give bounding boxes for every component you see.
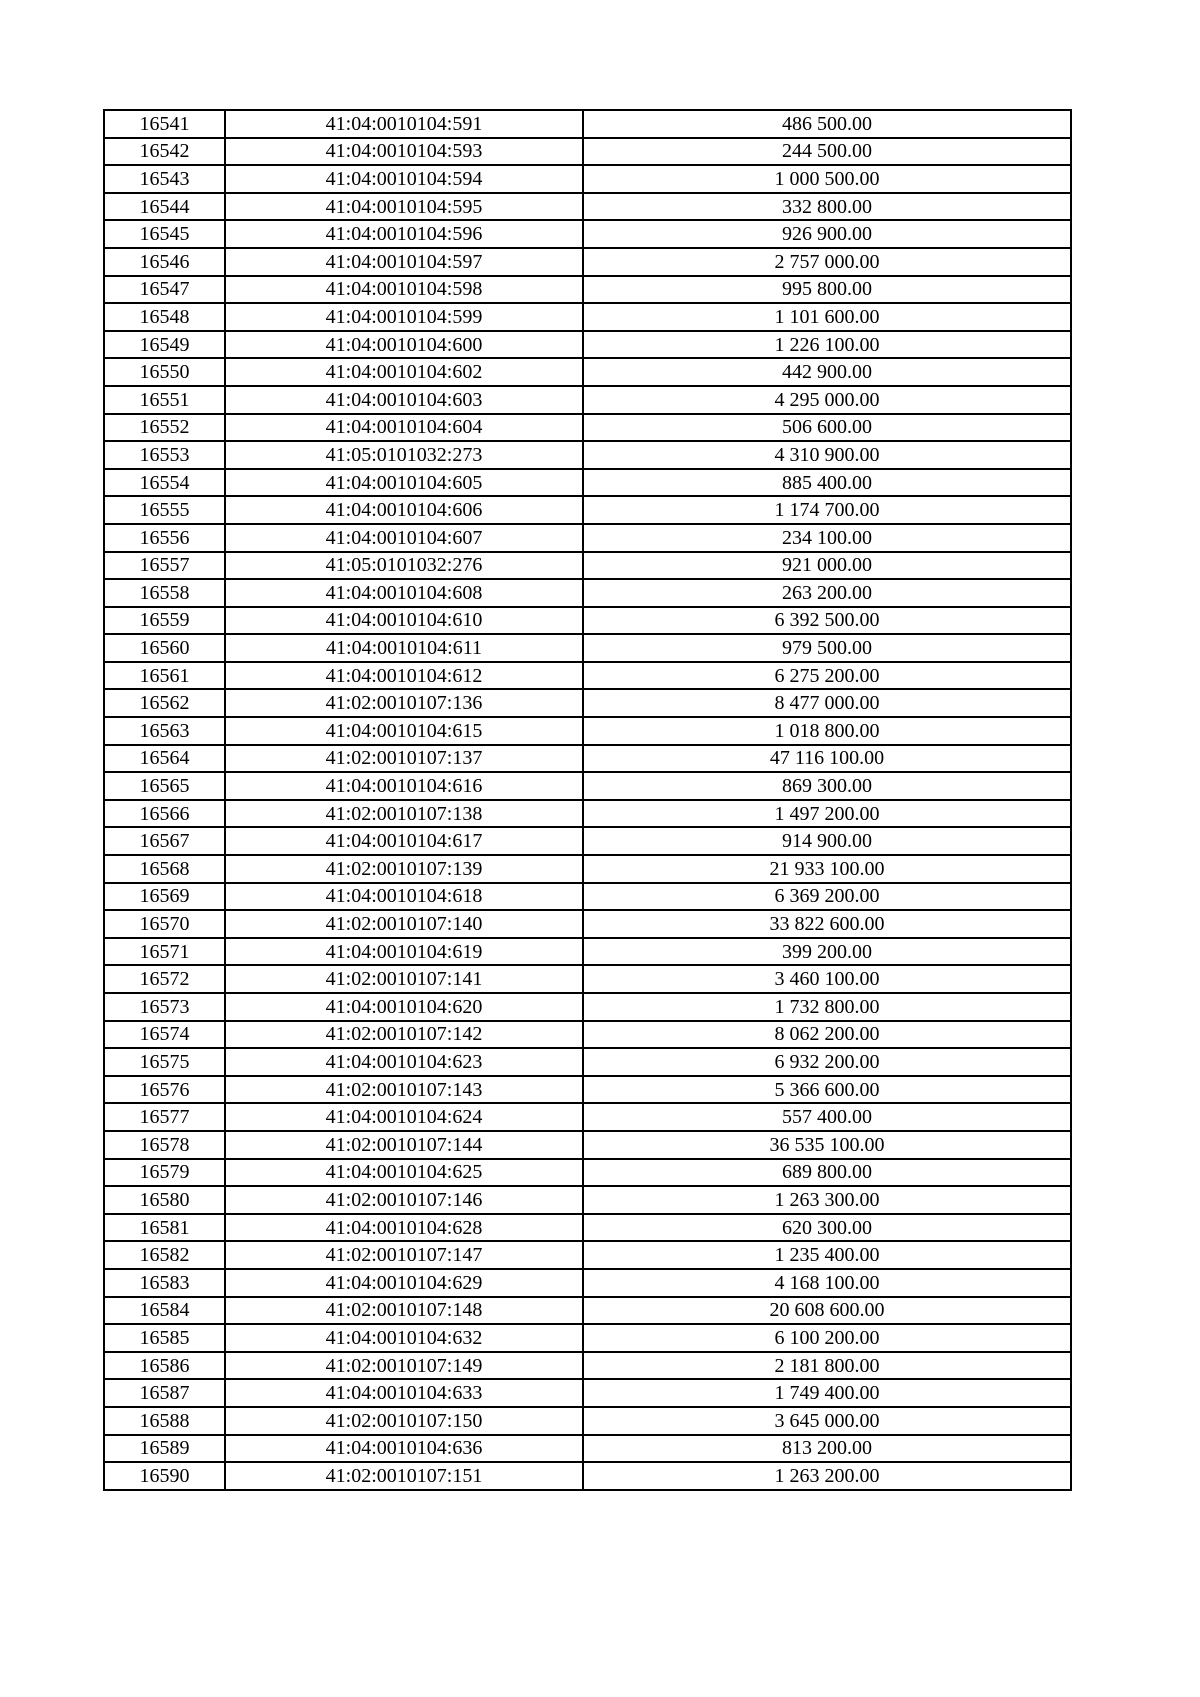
cadastral-value-cell: 33 822 600.00 [583,910,1071,938]
table-row [104,827,1071,855]
cadastral-number-cell: 41:04:0010104:624 [225,1103,583,1131]
cadastral-value-cell: 263 200.00 [583,579,1071,607]
table-row [104,993,1071,1021]
cadastral-number-cell: 41:02:0010107:148 [225,1297,583,1325]
cadastral-value-cell: 332 800.00 [583,193,1071,221]
table-row [104,1076,1071,1104]
row-number-cell: 16554 [104,469,225,497]
cadastral-value-cell: 1 263 300.00 [583,1186,1071,1214]
table-row [104,1241,1071,1269]
row-number-cell: 16585 [104,1324,225,1352]
row-number-cell: 16551 [104,386,225,414]
cadastral-number-cell: 41:02:0010107:147 [225,1241,583,1269]
cadastral-value-cell: 921 000.00 [583,552,1071,580]
cadastral-value-cell: 979 500.00 [583,634,1071,662]
table-row [104,910,1071,938]
cadastral-value-cell: 620 300.00 [583,1214,1071,1242]
cadastral-value-cell: 399 200.00 [583,938,1071,966]
cadastral-value-cell: 6 932 200.00 [583,1048,1071,1076]
row-number-cell: 16549 [104,331,225,359]
table-row [104,634,1071,662]
cadastral-number-cell: 41:04:0010104:595 [225,193,583,221]
table-row [104,883,1071,911]
row-number-cell: 16579 [104,1159,225,1187]
row-number-cell: 16558 [104,579,225,607]
table-row [104,745,1071,773]
row-number-cell: 16561 [104,662,225,690]
row-number-cell: 16559 [104,607,225,635]
cadastral-number-cell: 41:04:0010104:625 [225,1159,583,1187]
row-number-cell: 16580 [104,1186,225,1214]
row-number-cell: 16576 [104,1076,225,1104]
cadastral-number-cell: 41:04:0010104:632 [225,1324,583,1352]
cadastral-value-cell: 885 400.00 [583,469,1071,497]
table-row [104,276,1071,304]
table-row [104,1324,1071,1352]
cadastral-number-cell: 41:04:0010104:615 [225,717,583,745]
cadastral-number-cell: 41:04:0010104:607 [225,524,583,552]
cadastral-number-cell: 41:04:0010104:610 [225,607,583,635]
cadastral-value-cell: 21 933 100.00 [583,855,1071,883]
row-number-cell: 16545 [104,220,225,248]
row-number-cell: 16542 [104,138,225,166]
table-row [104,1131,1071,1159]
cadastral-value-cell: 1 235 400.00 [583,1241,1071,1269]
cadastral-number-cell: 41:02:0010107:146 [225,1186,583,1214]
cadastral-number-cell: 41:04:0010104:603 [225,386,583,414]
cadastral-value-cell: 6 275 200.00 [583,662,1071,690]
table-row [104,1214,1071,1242]
cadastral-number-cell: 41:04:0010104:597 [225,248,583,276]
cadastral-value-cell: 1 174 700.00 [583,496,1071,524]
table-row [104,607,1071,635]
row-number-cell: 16588 [104,1407,225,1435]
cadastral-number-cell: 41:02:0010107:137 [225,745,583,773]
row-number-cell: 16587 [104,1379,225,1407]
row-number-cell: 16584 [104,1297,225,1325]
cadastral-value-cell: 36 535 100.00 [583,1131,1071,1159]
row-number-cell: 16577 [104,1103,225,1131]
cadastral-number-cell: 41:04:0010104:629 [225,1269,583,1297]
cadastral-value-cell: 244 500.00 [583,138,1071,166]
cadastral-number-cell: 41:04:0010104:591 [225,110,583,138]
cadastral-number-cell: 41:05:0101032:273 [225,441,583,469]
row-number-cell: 16544 [104,193,225,221]
cadastral-value-cell: 1 497 200.00 [583,800,1071,828]
cadastral-value-cell: 869 300.00 [583,772,1071,800]
row-number-cell: 16586 [104,1352,225,1380]
cadastral-value-cell: 1 732 800.00 [583,993,1071,1021]
cadastral-value-cell: 813 200.00 [583,1435,1071,1463]
cadastral-number-cell: 41:04:0010104:606 [225,496,583,524]
table-row [104,220,1071,248]
row-number-cell: 16590 [104,1462,225,1490]
cadastral-value-cell: 3 460 100.00 [583,965,1071,993]
cadastral-number-cell: 41:02:0010107:136 [225,689,583,717]
row-number-cell: 16560 [104,634,225,662]
table-row [104,579,1071,607]
row-number-cell: 16570 [104,910,225,938]
cadastral-number-cell: 41:04:0010104:636 [225,1435,583,1463]
table-row [104,800,1071,828]
cadastral-value-cell: 4 310 900.00 [583,441,1071,469]
table-row [104,248,1071,276]
row-number-cell: 16575 [104,1048,225,1076]
table-row [104,496,1071,524]
table-row [104,662,1071,690]
table-row [104,1048,1071,1076]
cadastral-number-cell: 41:05:0101032:276 [225,552,583,580]
row-number-cell: 16573 [104,993,225,1021]
table-row [104,1462,1071,1490]
cadastral-value-cell: 1 749 400.00 [583,1379,1071,1407]
cadastral-number-cell: 41:04:0010104:602 [225,358,583,386]
table-row [104,938,1071,966]
cadastral-value-cell: 47 116 100.00 [583,745,1071,773]
row-number-cell: 16568 [104,855,225,883]
row-number-cell: 16581 [104,1214,225,1242]
cadastral-value-cell: 6 369 200.00 [583,883,1071,911]
cadastral-number-cell: 41:02:0010107:142 [225,1021,583,1049]
cadastral-value-cell: 6 100 200.00 [583,1324,1071,1352]
row-number-cell: 16556 [104,524,225,552]
row-number-cell: 16571 [104,938,225,966]
table-row [104,193,1071,221]
cadastral-number-cell: 41:04:0010104:605 [225,469,583,497]
table-row [104,165,1071,193]
cadastral-number-cell: 41:02:0010107:149 [225,1352,583,1380]
table-row [104,1186,1071,1214]
cadastral-number-cell: 41:04:0010104:596 [225,220,583,248]
cadastral-value-cell: 1 226 100.00 [583,331,1071,359]
cadastral-value-cell: 6 392 500.00 [583,607,1071,635]
row-number-cell: 16589 [104,1435,225,1463]
row-number-cell: 16564 [104,745,225,773]
cadastral-number-cell: 41:04:0010104:598 [225,276,583,304]
row-number-cell: 16569 [104,883,225,911]
cadastral-value-cell: 8 062 200.00 [583,1021,1071,1049]
table-row [104,965,1071,993]
table-row [104,552,1071,580]
row-number-cell: 16552 [104,414,225,442]
cadastral-value-cell: 689 800.00 [583,1159,1071,1187]
cadastral-number-cell: 41:04:0010104:611 [225,634,583,662]
cadastral-number-cell: 41:04:0010104:612 [225,662,583,690]
cadastral-number-cell: 41:04:0010104:593 [225,138,583,166]
cadastral-value-cell: 8 477 000.00 [583,689,1071,717]
cadastral-number-cell: 41:04:0010104:616 [225,772,583,800]
table-row [104,1407,1071,1435]
row-number-cell: 16555 [104,496,225,524]
row-number-cell: 16548 [104,303,225,331]
cadastral-value-table [103,109,1072,1491]
table-row [104,303,1071,331]
table-row [104,717,1071,745]
cadastral-number-cell: 41:02:0010107:140 [225,910,583,938]
row-number-cell: 16567 [104,827,225,855]
cadastral-value-cell: 20 608 600.00 [583,1297,1071,1325]
row-number-cell: 16546 [104,248,225,276]
table-row [104,138,1071,166]
row-number-cell: 16583 [104,1269,225,1297]
cadastral-number-cell: 41:04:0010104:608 [225,579,583,607]
row-number-cell: 16578 [104,1131,225,1159]
row-number-cell: 16541 [104,110,225,138]
cadastral-value-cell: 5 366 600.00 [583,1076,1071,1104]
cadastral-value-cell: 234 100.00 [583,524,1071,552]
table-row [104,441,1071,469]
cadastral-number-cell: 41:02:0010107:141 [225,965,583,993]
cadastral-number-cell: 41:02:0010107:139 [225,855,583,883]
table-row [104,772,1071,800]
cadastral-number-cell: 41:04:0010104:618 [225,883,583,911]
cadastral-value-cell: 1 018 800.00 [583,717,1071,745]
table-row [104,1269,1071,1297]
table-row [104,855,1071,883]
cadastral-number-cell: 41:04:0010104:617 [225,827,583,855]
row-number-cell: 16557 [104,552,225,580]
cadastral-number-cell: 41:02:0010107:150 [225,1407,583,1435]
cadastral-number-cell: 41:04:0010104:620 [225,993,583,1021]
table-row [104,386,1071,414]
table-row [104,1297,1071,1325]
row-number-cell: 16572 [104,965,225,993]
table-row [104,1159,1071,1187]
cadastral-number-cell: 41:02:0010107:144 [225,1131,583,1159]
cadastral-value-cell: 4 295 000.00 [583,386,1071,414]
cadastral-number-cell: 41:04:0010104:599 [225,303,583,331]
table-row [104,469,1071,497]
row-number-cell: 16550 [104,358,225,386]
cadastral-value-cell: 995 800.00 [583,276,1071,304]
table-row [104,358,1071,386]
cadastral-value-cell: 442 900.00 [583,358,1071,386]
cadastral-number-cell: 41:04:0010104:619 [225,938,583,966]
table-row [104,1379,1071,1407]
table-row [104,1352,1071,1380]
table-row [104,414,1071,442]
row-number-cell: 16563 [104,717,225,745]
cadastral-value-cell: 506 600.00 [583,414,1071,442]
cadastral-number-cell: 41:04:0010104:604 [225,414,583,442]
cadastral-value-cell: 914 900.00 [583,827,1071,855]
cadastral-number-cell: 41:02:0010107:138 [225,800,583,828]
row-number-cell: 16574 [104,1021,225,1049]
cadastral-number-cell: 41:04:0010104:594 [225,165,583,193]
cadastral-number-cell: 41:04:0010104:633 [225,1379,583,1407]
cadastral-value-cell: 486 500.00 [583,110,1071,138]
cadastral-number-cell: 41:02:0010107:151 [225,1462,583,1490]
row-number-cell: 16543 [104,165,225,193]
row-number-cell: 16553 [104,441,225,469]
row-number-cell: 16547 [104,276,225,304]
row-number-cell: 16562 [104,689,225,717]
cadastral-value-cell: 557 400.00 [583,1103,1071,1131]
cadastral-value-cell: 2 181 800.00 [583,1352,1071,1380]
row-number-cell: 16566 [104,800,225,828]
table-row [104,1103,1071,1131]
table-row [104,689,1071,717]
cadastral-value-cell: 1 263 200.00 [583,1462,1071,1490]
cadastral-value-cell: 2 757 000.00 [583,248,1071,276]
cadastral-number-cell: 41:04:0010104:628 [225,1214,583,1242]
table-body [104,110,1071,1490]
cadastral-value-cell: 926 900.00 [583,220,1071,248]
table-row [104,1021,1071,1049]
table-row [104,110,1071,138]
table-row [104,1435,1071,1463]
table-row [104,524,1071,552]
cadastral-number-cell: 41:04:0010104:623 [225,1048,583,1076]
cadastral-value-cell: 3 645 000.00 [583,1407,1071,1435]
table-row [104,331,1071,359]
row-number-cell: 16582 [104,1241,225,1269]
cadastral-value-cell: 4 168 100.00 [583,1269,1071,1297]
cadastral-number-cell: 41:04:0010104:600 [225,331,583,359]
row-number-cell: 16565 [104,772,225,800]
cadastral-number-cell: 41:02:0010107:143 [225,1076,583,1104]
cadastral-value-cell: 1 101 600.00 [583,303,1071,331]
cadastral-value-cell: 1 000 500.00 [583,165,1071,193]
